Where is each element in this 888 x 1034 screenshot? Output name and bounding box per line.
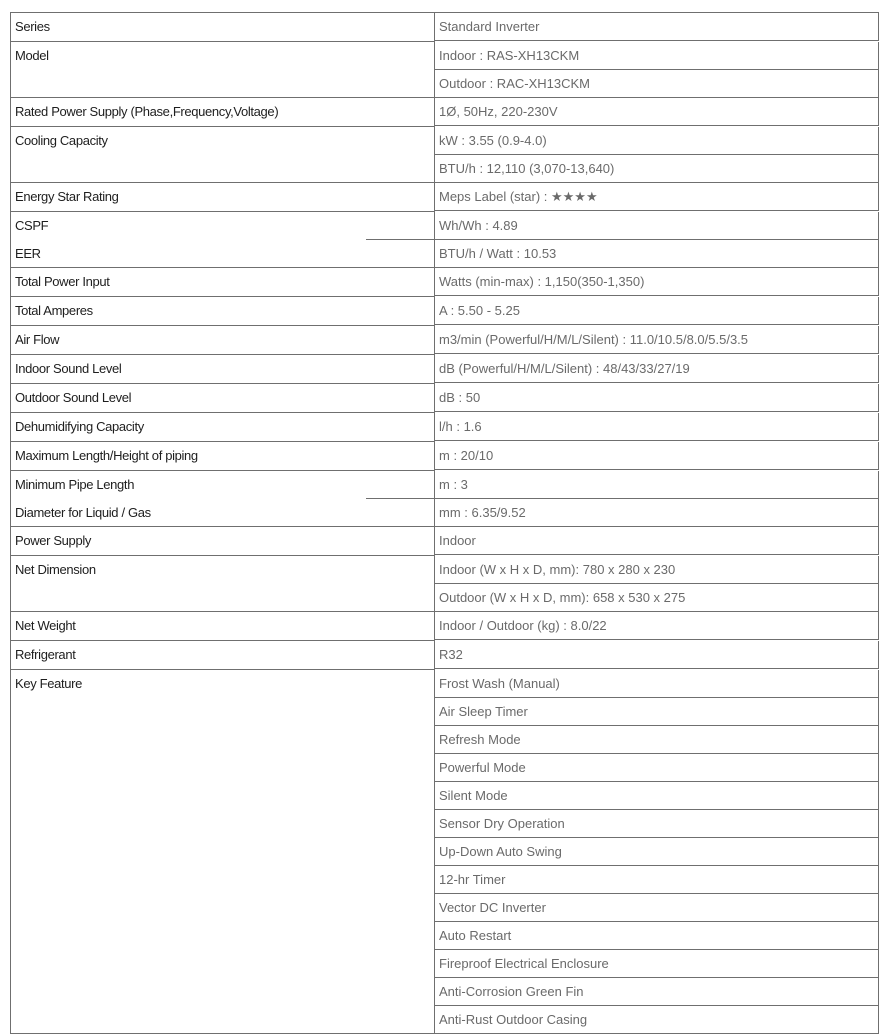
spec-value: Sensor Dry Operation: [435, 810, 879, 838]
spec-label-energy-star-rating: Energy Star Rating: [15, 189, 119, 204]
spec-values: [435, 471, 879, 527]
spec-label-diameter-for-liquid-gas: Diameter for Liquid / Gas: [15, 505, 151, 520]
spec-label-cell: [11, 471, 435, 527]
spec-values: [435, 527, 879, 556]
spec-label-cell: [11, 670, 435, 1034]
spec-value: Meps Label (star) : ★★★★: [435, 183, 879, 211]
spec-value: m : 20/10: [435, 442, 879, 470]
spec-row: [11, 442, 879, 471]
spec-label-cell: [11, 527, 435, 556]
spec-values: [435, 641, 879, 670]
spec-values: [435, 183, 879, 212]
spec-label-cell: [11, 641, 435, 670]
spec-row: [11, 183, 879, 212]
spec-value: Indoor : RAS-XH13CKM: [435, 42, 879, 70]
spec-label-cell: [11, 212, 435, 268]
spec-value: Up-Down Auto Swing: [435, 838, 879, 866]
spec-values: [435, 612, 879, 641]
spec-row: [11, 42, 879, 98]
spec-value: Wh/Wh : 4.89: [435, 212, 879, 240]
spec-values: [435, 127, 879, 183]
spec-label-cell: [11, 355, 435, 384]
spec-value: A : 5.50 - 5.25: [435, 297, 879, 325]
spec-value: Frost Wash (Manual): [435, 670, 879, 698]
spec-value: l/h : 1.6: [435, 413, 879, 441]
spec-value: Air Sleep Timer: [435, 698, 879, 726]
spec-label-cell: [11, 268, 435, 297]
spec-values: [435, 297, 879, 326]
spec-values: [435, 326, 879, 355]
spec-value: Anti-Corrosion Green Fin: [435, 978, 879, 1006]
spec-value: Standard Inverter: [435, 13, 879, 41]
spec-row: [11, 127, 879, 183]
spec-row: [11, 612, 879, 641]
spec-value: Refresh Mode: [435, 726, 879, 754]
spec-value: 1Ø, 50Hz, 220-230V: [435, 98, 879, 126]
spec-label-cell: [11, 183, 435, 212]
spec-label-dehumidifying-capacity: Dehumidifying Capacity: [15, 419, 144, 434]
spec-values: [435, 670, 879, 1034]
spec-values: [435, 212, 879, 268]
spec-row: [11, 413, 879, 442]
spec-label-cell: [11, 442, 435, 471]
spec-label-cell: [11, 98, 435, 127]
spec-label-net-dimension: Net Dimension: [15, 562, 96, 577]
spec-values: [435, 556, 879, 612]
spec-value: Outdoor : RAC-XH13CKM: [435, 70, 879, 98]
spec-row: [11, 527, 879, 556]
spec-values: [435, 413, 879, 442]
spec-row: [11, 670, 879, 1034]
spec-row: [11, 98, 879, 127]
spec-value: R32: [435, 641, 879, 669]
spec-row: [11, 13, 879, 42]
spec-value: Powerful Mode: [435, 754, 879, 782]
spec-value: BTU/h : 12,110 (3,070-13,640): [435, 155, 879, 183]
spec-label-cell: [11, 127, 435, 183]
spec-values: [435, 98, 879, 127]
spec-label-total-amperes: Total Amperes: [15, 303, 93, 318]
spec-value: BTU/h / Watt : 10.53: [435, 240, 879, 268]
spec-value: Fireproof Electrical Enclosure: [435, 950, 879, 978]
spec-label-series: Series: [15, 19, 50, 34]
spec-value: Indoor / Outdoor (kg) : 8.0/22: [435, 612, 879, 640]
spec-row: [11, 556, 879, 612]
spec-label-cell: [11, 384, 435, 413]
spec-values: [435, 13, 879, 42]
spec-row: [11, 355, 879, 384]
spec-label-power-supply: Power Supply: [15, 533, 92, 548]
spec-value: 12-hr Timer: [435, 866, 879, 894]
spec-value: Watts (min-max) : 1,150(350-1,350): [435, 268, 879, 296]
spec-value: m : 3: [435, 471, 879, 499]
spec-label-refrigerant: Refrigerant: [15, 647, 76, 662]
spec-value: Auto Restart: [435, 922, 879, 950]
spec-label-eer: EER: [15, 246, 41, 261]
spec-label-net-weight: Net Weight: [15, 618, 76, 633]
spec-label-model: Model: [15, 48, 49, 63]
spec-label-rated-power-supply-phase-frequency-voltage: Rated Power Supply (Phase,Frequency,Voltage): [15, 104, 279, 119]
sub-divider: [366, 239, 434, 240]
spec-row: [11, 471, 879, 527]
spec-value: Outdoor (W x H x D, mm): 658 x 530 x 275: [435, 584, 879, 612]
spec-row: [11, 268, 879, 297]
spec-label-outdoor-sound-level: Outdoor Sound Level: [15, 390, 132, 405]
spec-row: [11, 384, 879, 413]
spec-values: [435, 384, 879, 413]
spec-row: [11, 212, 879, 268]
spec-label-maximum-length-height-of-piping: Maximum Length/Height of piping: [15, 448, 198, 463]
spec-label-total-power-input: Total Power Input: [15, 274, 110, 289]
spec-table: [10, 12, 879, 1034]
spec-row: [11, 641, 879, 670]
sub-divider: [366, 498, 434, 499]
spec-label-cspf: CSPF: [15, 218, 49, 233]
spec-values: [435, 268, 879, 297]
spec-value: mm : 6.35/9.52: [435, 499, 879, 527]
spec-label-cell: [11, 297, 435, 326]
spec-label-cell: [11, 556, 435, 612]
spec-value: Anti-Rust Outdoor Casing: [435, 1006, 879, 1034]
spec-value: dB (Powerful/H/M/L/Silent) : 48/43/33/27/19: [435, 355, 879, 383]
spec-label-cell: [11, 326, 435, 355]
spec-value: kW : 3.55 (0.9-4.0): [435, 127, 879, 155]
spec-value: m3/min (Powerful/H/M/L/Silent) : 11.0/10.5/8.0/5.5/3.5: [435, 326, 879, 354]
spec-label-cell: [11, 13, 435, 42]
spec-values: [435, 442, 879, 471]
spec-row: [11, 297, 879, 326]
spec-values: [435, 355, 879, 384]
spec-label-cell: [11, 413, 435, 442]
spec-label-cell: [11, 612, 435, 641]
spec-row: [11, 326, 879, 355]
spec-label-indoor-sound-level: Indoor Sound Level: [15, 361, 122, 376]
spec-label-key-feature: Key Feature: [15, 676, 82, 691]
spec-value: dB : 50: [435, 384, 879, 412]
spec-values: [435, 42, 879, 98]
spec-label-minimum-pipe-length: Minimum Pipe Length: [15, 477, 135, 492]
spec-label-cell: [11, 42, 435, 98]
spec-label-cooling-capacity: Cooling Capacity: [15, 133, 108, 148]
spec-value: Vector DC Inverter: [435, 894, 879, 922]
spec-value: Indoor: [435, 527, 879, 555]
spec-value: Indoor (W x H x D, mm): 780 x 280 x 230: [435, 556, 879, 584]
spec-label-air-flow: Air Flow: [15, 332, 60, 347]
spec-value: Silent Mode: [435, 782, 879, 810]
